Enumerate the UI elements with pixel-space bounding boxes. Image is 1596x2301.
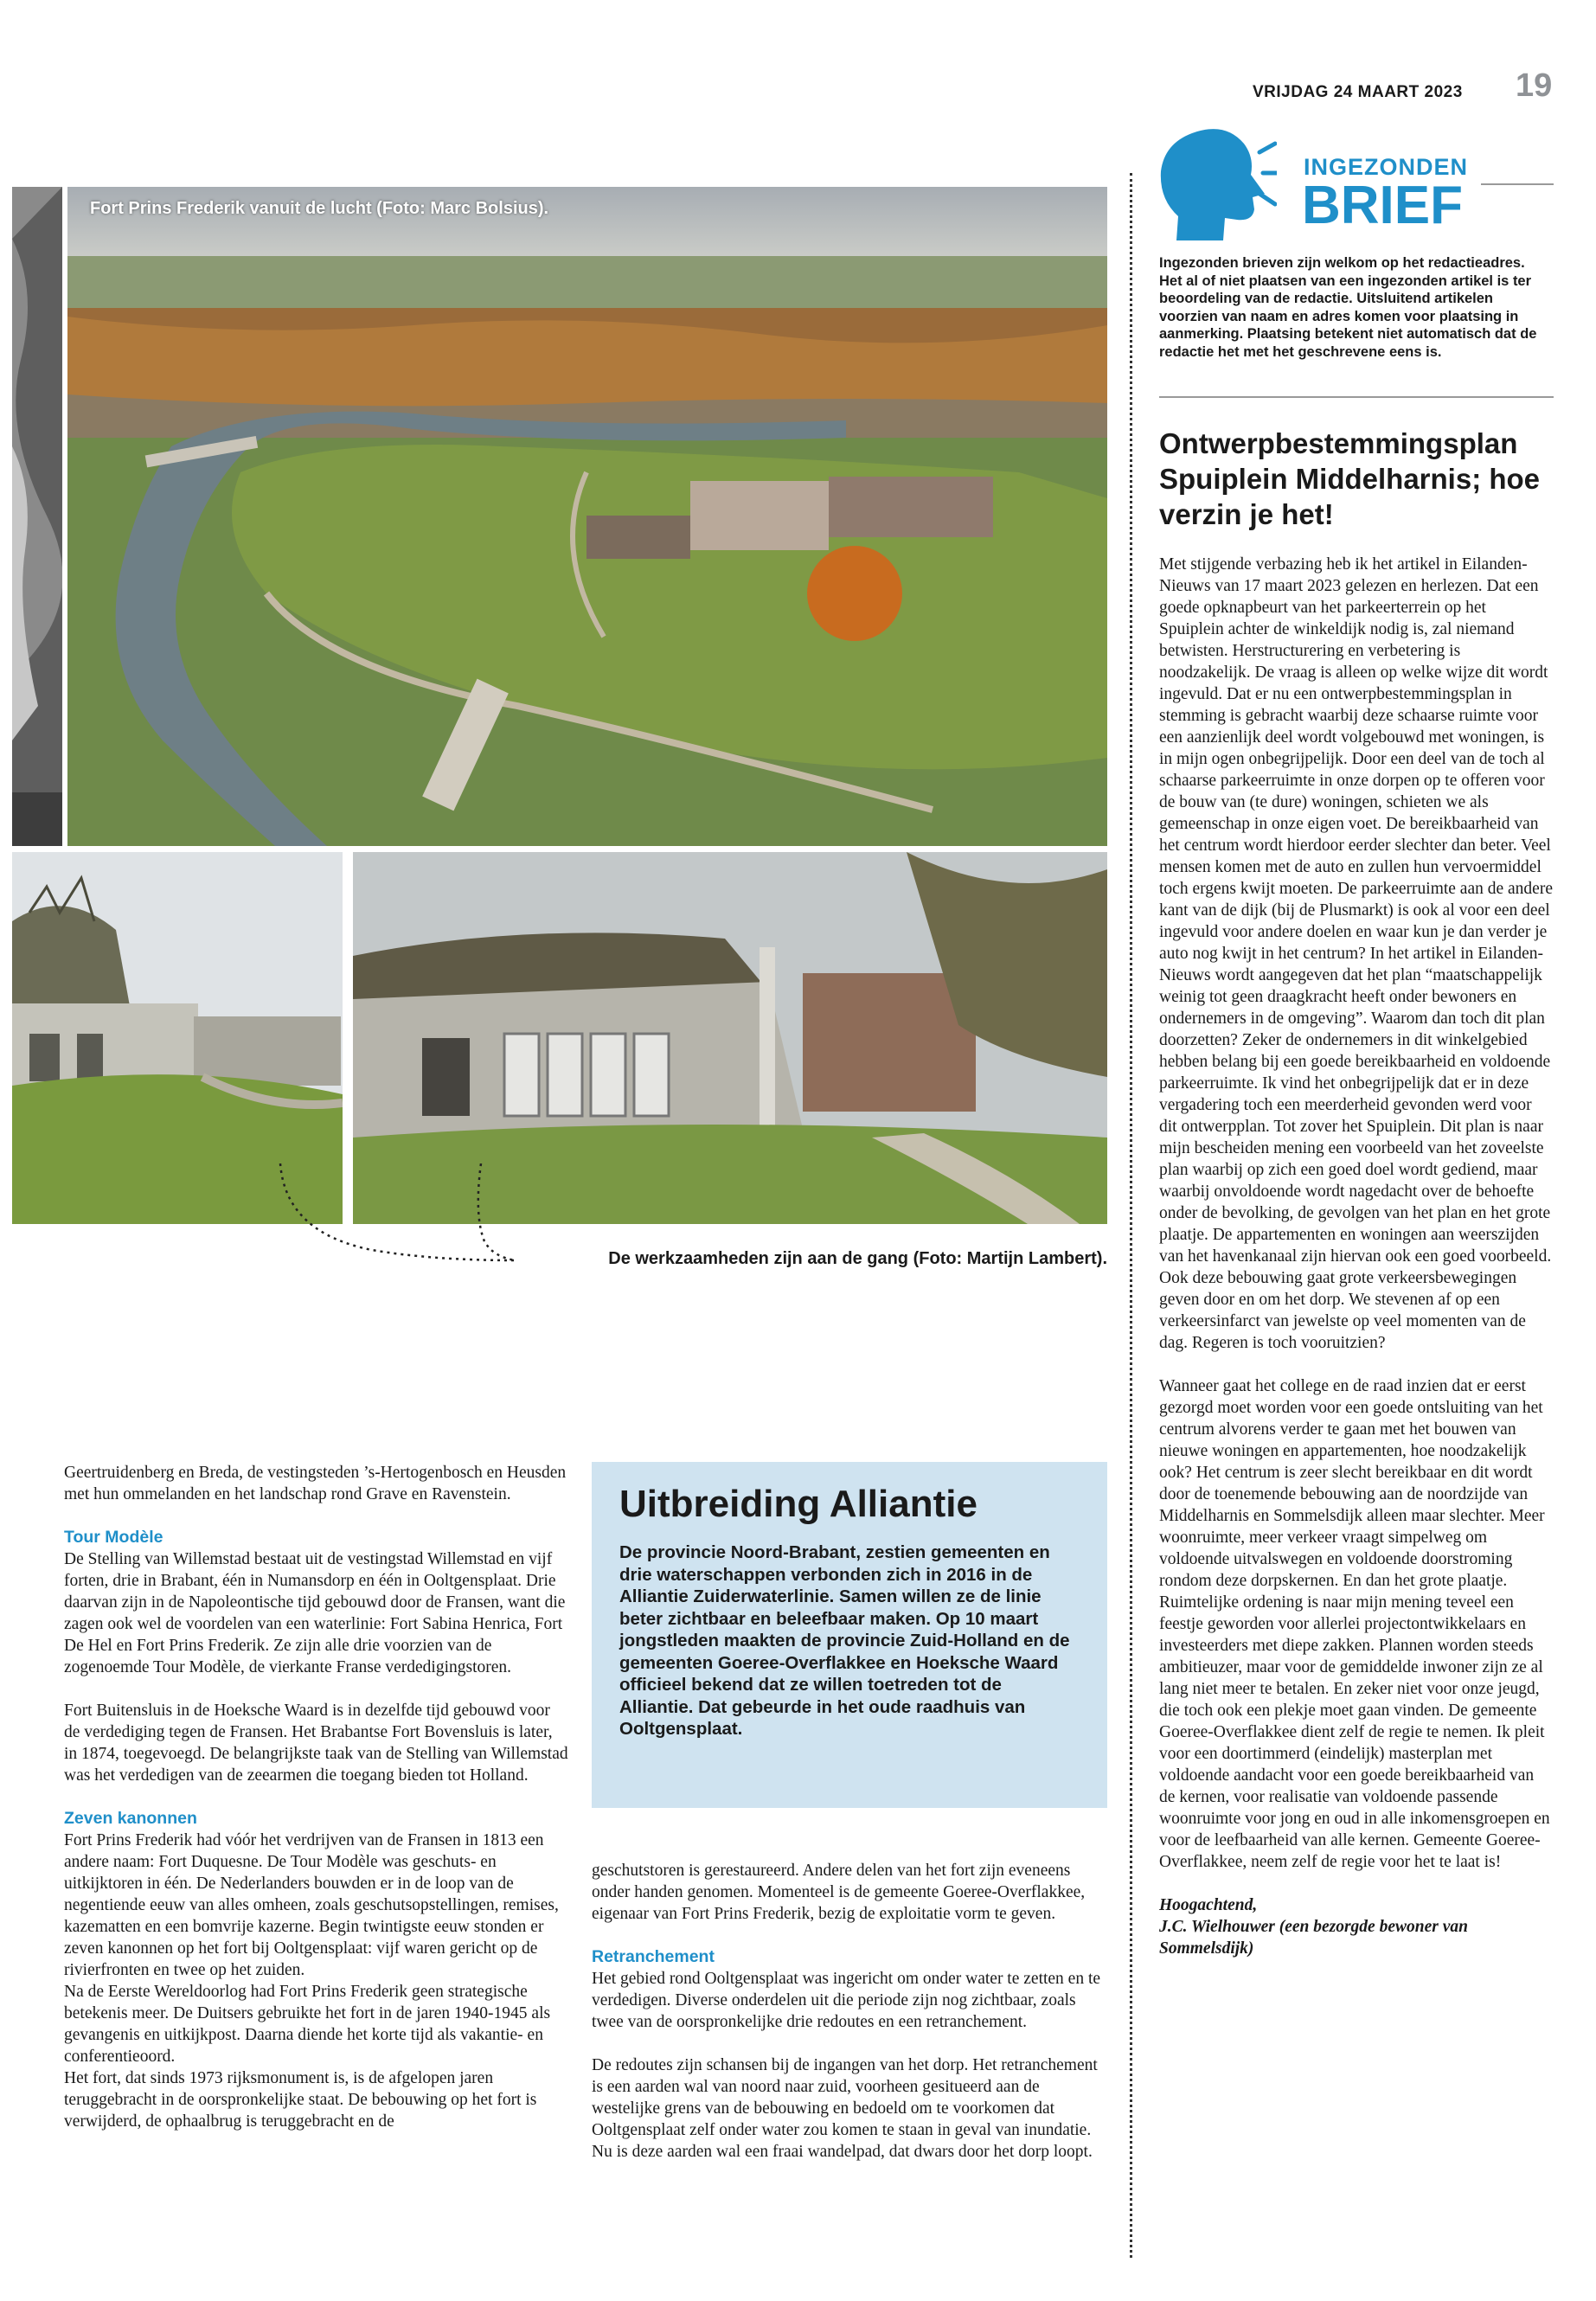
paragraph-geschutstoren: geschutstoren is gerestaureerd. Andere delen van het fort zijn eveneens onder handen genomen. Momenteel is de gemeente Goeree-Overflakkee, eigenaar van Fort Prins Frederik, bezig de exploitatie vorm te geven. (592, 1862, 1086, 1923)
letter-label-top: INGEZONDEN (1304, 154, 1469, 180)
speaking-head-icon (1157, 126, 1277, 247)
letter-paragraph-1: Met stijgende verbazing heb ik het artikel in Eilanden-Nieuws van 17 maart 2023 gelezen en herlezen. Dat een goede opknapbeurt van het parkeerterrein op het Spuiplein achter de winkeldijk nodig is, zal niemand betwisten. Herstructurering en verbetering is noodzakelijk. De vraag is alleen op welke wijze dit wordt ingevuld. Dat er nu een ontwerpbestemmingsplan in stemming is gebracht waarbij deze schaarse ruimte voor een aanzienlijk deel wordt volgebouwd met woningen, is in mijn ogen onbegrijpelijk. Door een deel van de toch al schaarse parkeerruimte in onze dorpen op te offeren voor de bouw van (te dure) woningen, schieten we als gemeenschap in onze eigen voet. De bereikbaarheid van het centrum wordt hierdoor eerder slechter dan beter. Veel mensen komen met de auto en zullen hun vervoermiddel toch ergens kwijt moeten. De parkeerruimte aan de andere kant van de dijk (bij de Plusmarkt) is ook al voor een deel ingevuld voor andere doelen en waar kun je dan verder je auto nog kwijt in het centrum? In het artikel in Eilanden-Nieuws wordt aangegeven dat het plan “maatschappelijk weinig tot geen draagkracht heeft onder bewoners en ondernemers in de omgeving”. Waarom dan toch dit plan doorzetten? Zeker de ondernemers in dit winkelgebied hebben belang bij een goede bereikbaarheid en voldoende parkeerruimte. Ik vind het onbegrijpelijk dat er in deze vergadering toch een meerderheid gevonden werd voor dit ontwerpplan. Tot zover het Spuiplein. Dit plan is naar mijn bescheiden mening een voorbeeld van het zoveelste plan waarbij op zich een goed doel wordt gediend, maar waarbij onvoldoende wordt nagedacht over de behoefte onder de bevolking, de gevolgen van het plan en het grote plaatje. De appartementen en woningen aan weerszijden van het havenkanaal zijn hiervan ook een goed voorbeeld. Ook deze bebouwing gaat grote verkeersbewegingen geven door en om het dorp. We stevenen af op een verkeersinfarct van jewelste op veel momenten van de dag. Regeren is toch vooruitzien? (1159, 555, 1553, 1352)
subhead-tour-modele: Tour Modèle (64, 1528, 163, 1547)
paragraph-zeven-kanonnen: Fort Prins Frederik had vóór het verdrijven van de Fransen in 1813 een andere naam: Fort Duquesne. De Tour Modèle was geschuts- en uitkijktoren in één. De Nederlanders bouwden er in de loop van de negentiende eeuw van alles omheen, zoals geschutsopstellingen, remises, kazematten en een bomvrije kazerne. Begin twintigste eeuw stonden er zeven kanonnen op het fort bij Ooltgensplaat: vijf waren gericht op de rivierfronten en twee op het zuiden. (64, 1831, 559, 1979)
subhead-retranchement: Retranchement (592, 1947, 715, 1966)
letter-label-bottom: BRIEF (1302, 176, 1463, 235)
article-intro-continuation: Geertruidenberg en Breda, de vestingsteden ’s-Hertogenbosch en Heusden met hun ommelanden en het landschap rond Grave en Ravenstein. (64, 1464, 567, 1503)
paragraph-retranchement: Het gebied rond Ooltgensplaat was ingericht om onder water te zetten en te verdedigen. Diverse onderdelen uit die periode zijn nog zichtbaar, zoals twee van de oorspronkelijke drie redoutes en een retranchement. (592, 1970, 1101, 2031)
paragraph-tour-modele: De Stelling van Willemstad bestaat uit de vestingstad Willemstad en vijf forten, drie in Brabant, één in Numansdorp en één in Ooltgensplaat. Drie daarvan zijn in de Napoleontische tijd gebouwd door de Fransen, want die zagen ook wel de voordelen van een waterlinie: Fort Sabina Henrica, Fort De Hel en Fort Prins Frederik. Ze zijn alle drie voorzien van de zogenoemde Tour Modèle, de vierkante Franse verdedigingstoren. (64, 1550, 566, 1676)
page-number: 19 (1516, 67, 1553, 104)
works-photo-caption: De werkzaamheden zijn aan de gang (Foto: Martijn Lambert). (608, 1249, 1107, 1268)
article-column-1 (64, 1462, 569, 2132)
caption-pointer-lines (277, 1163, 523, 1285)
letter-signature: J.C. Wielhouwer (een bezorgde bewoner van Sommelsdijk) (1159, 1918, 1468, 1958)
paragraph-buitensluis: Fort Buitensluis in de Hoeksche Waard is in dezelfde tijd gebouwd voor de verdediging tegen de Fransen. Het Brabantse Fort Bovensluis is later, in 1874, toegevoegd. De belangrijkste taak van de Stelling van Willemstad was het verdedigen van de zeearmen die toegang bieden tot Holland. (64, 1702, 568, 1785)
alliantie-box-text: De provincie Noord-Brabant, zestien gemeenten en drie waterschappen verbonden zich in 2016 in de Alliantie Zuiderwaterlinie. Samen willen ze de linie beter zichtbaar en beleefbaar maken. Op 10 maart jongstleden maakten de provincie Zuid-Holland en de gemeenten Goeree-Overflakkee en Hoeksche Waard officieel bekend dat ze willen toetreden tot de Alliantie. Dat gebeurde in het oude raadhuis van Ooltgensplaat. (619, 1542, 1070, 1739)
column-divider (1130, 173, 1132, 2258)
letter-header-rule (1481, 183, 1554, 185)
letter-paragraph-2: Wanneer gaat het college en de raad inzien dat er eerst gezorgd moet worden voor een goede ontsluiting van het centrum alvorens verder te gaan met het bouwen van nieuwe woningen en appartementen, hoe noodzakelijk ook? Het centrum is zeer slecht bereikbaar en dit wordt door de toenemende bebouwing aan de noordzijde van Middelharnis en Sommelsdijk alleen maar slechter. Meer woonruimte, meer verkeer vraagt simpelweg om voldoende uitvalswegen en voldoende doorstroming rondom deze dorpskernen. En dan het grote plaatje. Ruimtelijke ordening is naar mijn mening teveel een feestje geworden voor allerlei projectontwikkelaars en investeerders met diepe zakken. Plannen worden steeds ambitieuzer, maar voor de gemiddelde inwoner zijn ze al lang niet meer te betalen. En zeker niet voor onze jeugd, die toch ook een plekje moet gaan vinden. De gemeente Goeree-Overflakkee dient zelf de regie te nemen. Ik pleit voor een doortimmerd (eindelijk) masterplan met voldoende aandacht voor een goede bereikbaarheid van de kernen, voor realisatie van voldoende passende woonruimte voor jong en oud in alle inkomensgroepen en voor de leefbaarheid van alle kernen. Gemeente Goeree-Overflakkee, neem zelf de regie voor het te laat is! (1159, 1377, 1550, 1871)
page-date: VRIJDAG 24 MAART 2023 (1253, 83, 1463, 101)
letter-intro-rule (1159, 396, 1554, 398)
letter-intro: Ingezonden brieven zijn welkom op het redactieadres. Het al of niet plaatsen van een ingezonden artikel is ter beoordeling van de redactie. Uitsluitend artikelen voorzien van naam en adres komen voor plaatsing in aanmerking. Plaatsing betekent niet automatisch dat de redactie het met het geschrevene eens is. (1159, 255, 1537, 360)
alliantie-box (592, 1462, 1107, 1808)
aerial-photo-caption: Fort Prins Frederik vanuit de lucht (Foto: Marc Bolsius). (90, 199, 549, 218)
alliantie-box-title: Uitbreiding Alliantie (619, 1483, 977, 1525)
paragraph-rijksmonument: Het fort, dat sinds 1973 rijksmonument is, is de afgelopen jaren teruggebracht in de oorspronkelijke staat. De bebouwing op het fort is verwijderd, de ophaalbrug is teruggebracht en de (64, 2069, 537, 2131)
letter-closing: Hoogachtend, (1159, 1896, 1258, 1914)
edge-photo-strip (12, 187, 62, 846)
aerial-photo (67, 187, 1107, 846)
letter-body (1159, 554, 1554, 1959)
paragraph-wereldoorlog: Na de Eerste Wereldoorlog had Fort Prins Frederik geen strategische betekenis meer. De Duitsers gebruikte het fort in de jaren 1940-1945 als gevangenis en uitkijkpost. Daarna diende het korte tijd als vakantie- en conferentieoord. (64, 1983, 551, 2066)
subhead-zeven-kanonnen: Zeven kanonnen (64, 1809, 197, 1828)
paragraph-redoutes: De redoutes zijn schansen bij de ingangen van het dorp. Het retranchement is een aarden wal van noord naar zuid, voorheen gesitueerd aan de westelijke grens van de bebouwing en bedoeld om te voorkomen dat Ooltgensplaat zelf onder water zou komen te staan in geval van inundatie. Nu is deze aarden wal een fraai wandelpad, dat dwars door het dorp loopt. (592, 2056, 1098, 2161)
article-column-2 (592, 1860, 1107, 2163)
letter-title: Ontwerpbestemmingsplan Spuiplein Middelharnis; hoe verzin je het! (1159, 427, 1541, 530)
